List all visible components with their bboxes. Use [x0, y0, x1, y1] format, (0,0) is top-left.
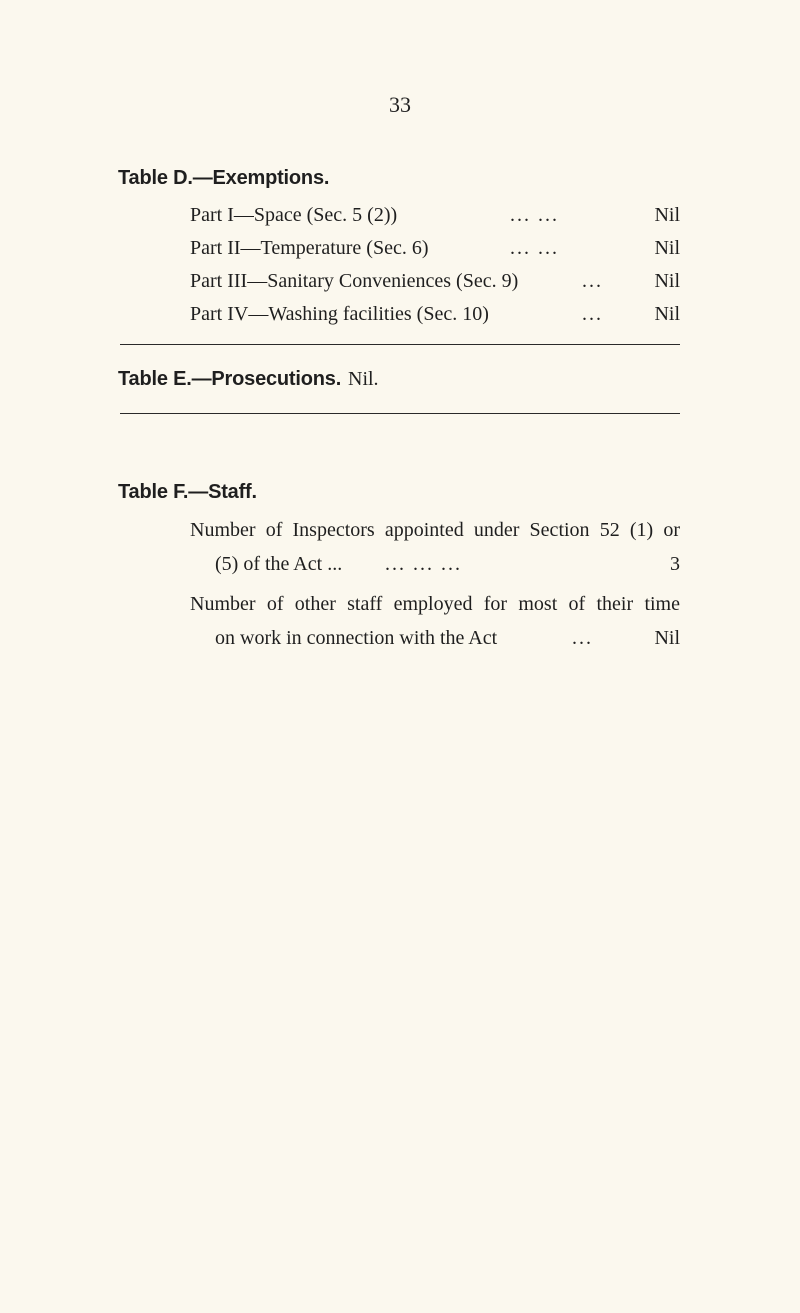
table-d-row	[190, 204, 680, 232]
leader-dots: ... ...	[510, 237, 559, 259]
row-value: Nil	[654, 627, 680, 649]
table-d-row	[190, 270, 680, 298]
leader-dots: ... ... ...	[385, 553, 462, 575]
row-label: Part III—Sanitary Conveniences (Sec. 9)	[190, 270, 519, 292]
section-divider	[120, 413, 680, 414]
table-e-heading: Table E.—Prosecutions.	[118, 368, 342, 390]
staff-item-line: Number of Inspectors appointed under Section 52 (1) or	[190, 519, 680, 541]
section-divider	[120, 344, 680, 345]
row-value: Nil	[654, 237, 680, 259]
table-f-heading: Table F.—Staff.	[118, 481, 257, 503]
staff-item-row	[215, 553, 680, 581]
leader-dots: ...	[582, 270, 603, 292]
row-label: Part I—Space (Sec. 5 (2))	[190, 204, 398, 226]
table-d-row	[190, 237, 680, 265]
row-label: on work in connection with the Act	[215, 627, 498, 649]
row-value: 3	[670, 553, 680, 575]
leader-dots: ... ...	[510, 204, 559, 226]
row-label: Part II—Temperature (Sec. 6)	[190, 237, 429, 259]
row-value: Nil	[654, 270, 680, 292]
row-label: Part IV—Washing facilities (Sec. 10)	[190, 303, 489, 325]
row-label: (5) of the Act ...	[215, 553, 343, 575]
staff-item-line: Number of other staff employed for most of their time	[190, 593, 680, 615]
table-e-value: Nil.	[348, 368, 379, 390]
row-value: Nil	[654, 303, 680, 325]
page-number: 33	[389, 92, 411, 117]
table-d-heading: Table D.—Exemptions.	[118, 167, 330, 189]
staff-item-row	[215, 627, 680, 655]
leader-dots: ...	[572, 627, 593, 649]
leader-dots: ...	[582, 303, 603, 325]
row-value: Nil	[654, 204, 680, 226]
table-d-row	[190, 303, 680, 331]
